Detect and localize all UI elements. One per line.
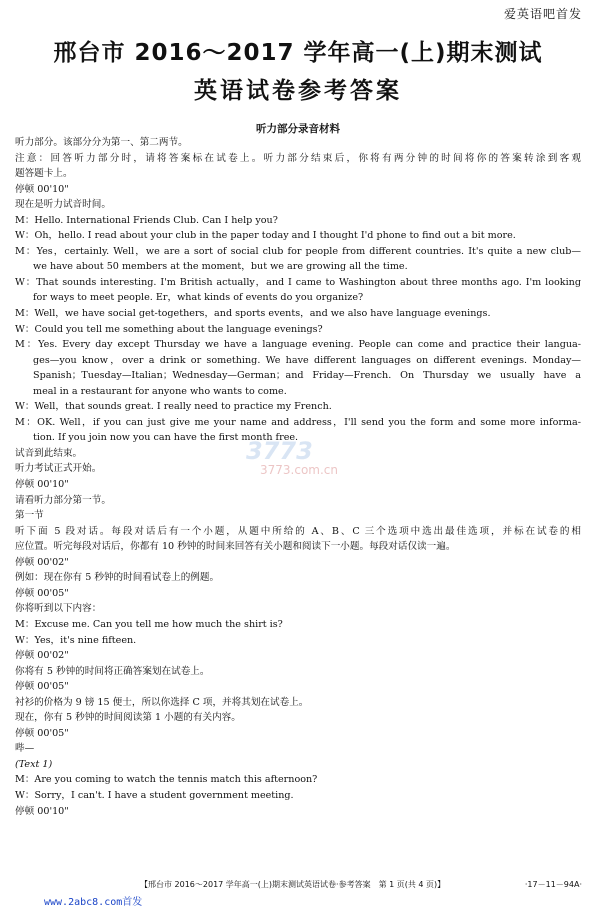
transcript-line: W：Oh，hello. I read about your club in the paper today and I thought I'd phone to find out a bit more. [15, 230, 516, 242]
section-title: 听力部分录音材料 [256, 123, 340, 135]
transcript-line: 现在是听力试音时间。 [15, 199, 111, 211]
transcript-line: M：Are you coming to watch the tennis match this afternoon? [15, 774, 318, 786]
transcript-line: 停顿 00'02" [15, 556, 69, 568]
transcript-line: 听力部分。该部分分为第一、第二两节。 [15, 137, 188, 148]
transcript-line: 停顿 00'10" [15, 183, 69, 195]
transcript-line: M：Hello. International Friends Club. Can I help you? [15, 214, 278, 226]
transcript-line: W：That sounds interesting. I'm British actually，and I came to Washington about three months ago. I'm looking [15, 276, 581, 288]
transcript-line: 第一节 [15, 510, 44, 522]
transcript-line: M：Excuse me. Can you tell me how much the shirt is? [15, 618, 283, 630]
transcript-line: 请看听力部分第一节。 [15, 494, 111, 506]
watermark-url: 3773.com.cn [260, 463, 338, 477]
transcript-line: tion. If you join now you can have the first month free. [33, 432, 299, 444]
transcript-line: 注意：回答听力部分时，请将答案标在试卷上。听力部分结束后，你将有两分钟的时间将你的答案转涂到客观 [15, 152, 581, 164]
transcript-line: M：Yes. Every day except Thursday we have a language evening. People can come and practice their langua- [15, 339, 581, 351]
transcript-line: for ways to meet people. Er，what kinds of events do you organize? [33, 292, 364, 304]
transcript-line: (Text 1) [15, 758, 53, 770]
transcript-line: M：Well，we have social get-togethers，and sports events，and we also have language evenings. [15, 308, 491, 320]
transcript-line: meal in a restaurant for anyone who wants to come. [33, 385, 287, 397]
transcript-line: 停顿 00'05" [15, 681, 69, 693]
transcript-line: M：Yes，certainly. Well，we are a sort of social club for people from different countries. It's quite a new club— [15, 245, 581, 257]
watermark-logo: 3773 [246, 437, 313, 465]
corner-tag: 爱英语吧首发 [503, 7, 582, 21]
source-url: www.2abc8.com首发 [44, 897, 143, 908]
transcript-line: 停顿 00'05" [15, 727, 69, 739]
transcript-body [15, 135, 581, 819]
transcript-line: ges—you know，over a drink or something. We have different languages on different evenings. Monday— [33, 354, 581, 366]
transcript-line: 衬衫的价格为 9 镑 15 便士，所以你选择 C 项，并将其划在试卷上。 [15, 696, 309, 708]
transcript-line: W：Well，that sounds great. I really need to practice my French. [15, 401, 332, 413]
transcript-line: W：Sorry，I can't. I have a student government meeting. [15, 789, 294, 801]
page-title: 邢台市 2016～2017 学年高一(上)期末测试 [53, 40, 543, 66]
transcript-line: 哔— [15, 743, 35, 755]
transcript-line: 试音到此结束。 [15, 447, 83, 459]
transcript-line: 听力考试正式开始。 [15, 463, 102, 475]
page-subtitle: 英语试卷参考答案 [194, 78, 402, 104]
transcript-line: 听下面 5 段对话。每段对话后有一个小题，从题中所给的 A、B、C 三个选项中选出最佳选项，并标在试卷的相 [15, 525, 581, 537]
page-code: ·17－11－94A· [524, 880, 582, 889]
transcript-line: W：Could you tell me something about the language evenings? [15, 323, 323, 335]
transcript-line: 你将听到以下内容： [15, 603, 102, 615]
transcript-line: M：OK. Well，if you can just give me your name and address，I'll send you the form and some more informa- [15, 416, 581, 428]
transcript-line: 停顿 00'10" [15, 805, 69, 817]
transcript-line: we have about 50 members at the moment，but we are growing all the time. [33, 261, 408, 273]
page-footer: 【邢台市 2016～2017 学年高一(上)期末测试英语试卷·参考答案 第 1 页(共 4 页)】 [140, 880, 446, 889]
transcript-line: 现在，你有 5 秒钟的时间阅读第 1 小题的有关内容。 [15, 712, 241, 724]
transcript-line: 例如：现在你有 5 秒钟的时间看试卷上的例题。 [15, 572, 220, 584]
transcript-line: 应位置。听完每段对话后，你都有 10 秒钟的时间来回答有关小题和阅读下一小题。每段对话仅读一遍。 [15, 541, 456, 553]
transcript-line: 停顿 00'10" [15, 479, 69, 491]
transcript-line: 你将有 5 秒钟的时间将正确答案划在试卷上。 [15, 665, 210, 677]
transcript-line: 题答题卡上。 [15, 168, 73, 180]
transcript-line: 停顿 00'02" [15, 650, 69, 662]
transcript-line: W：Yes，it's nine fifteen. [15, 634, 137, 646]
transcript-line: Spanish；Tuesday—Italian；Wednesday—German；and Friday—French. On Thursday we usually have a [33, 370, 581, 382]
transcript-line: 停顿 00'05" [15, 587, 69, 599]
